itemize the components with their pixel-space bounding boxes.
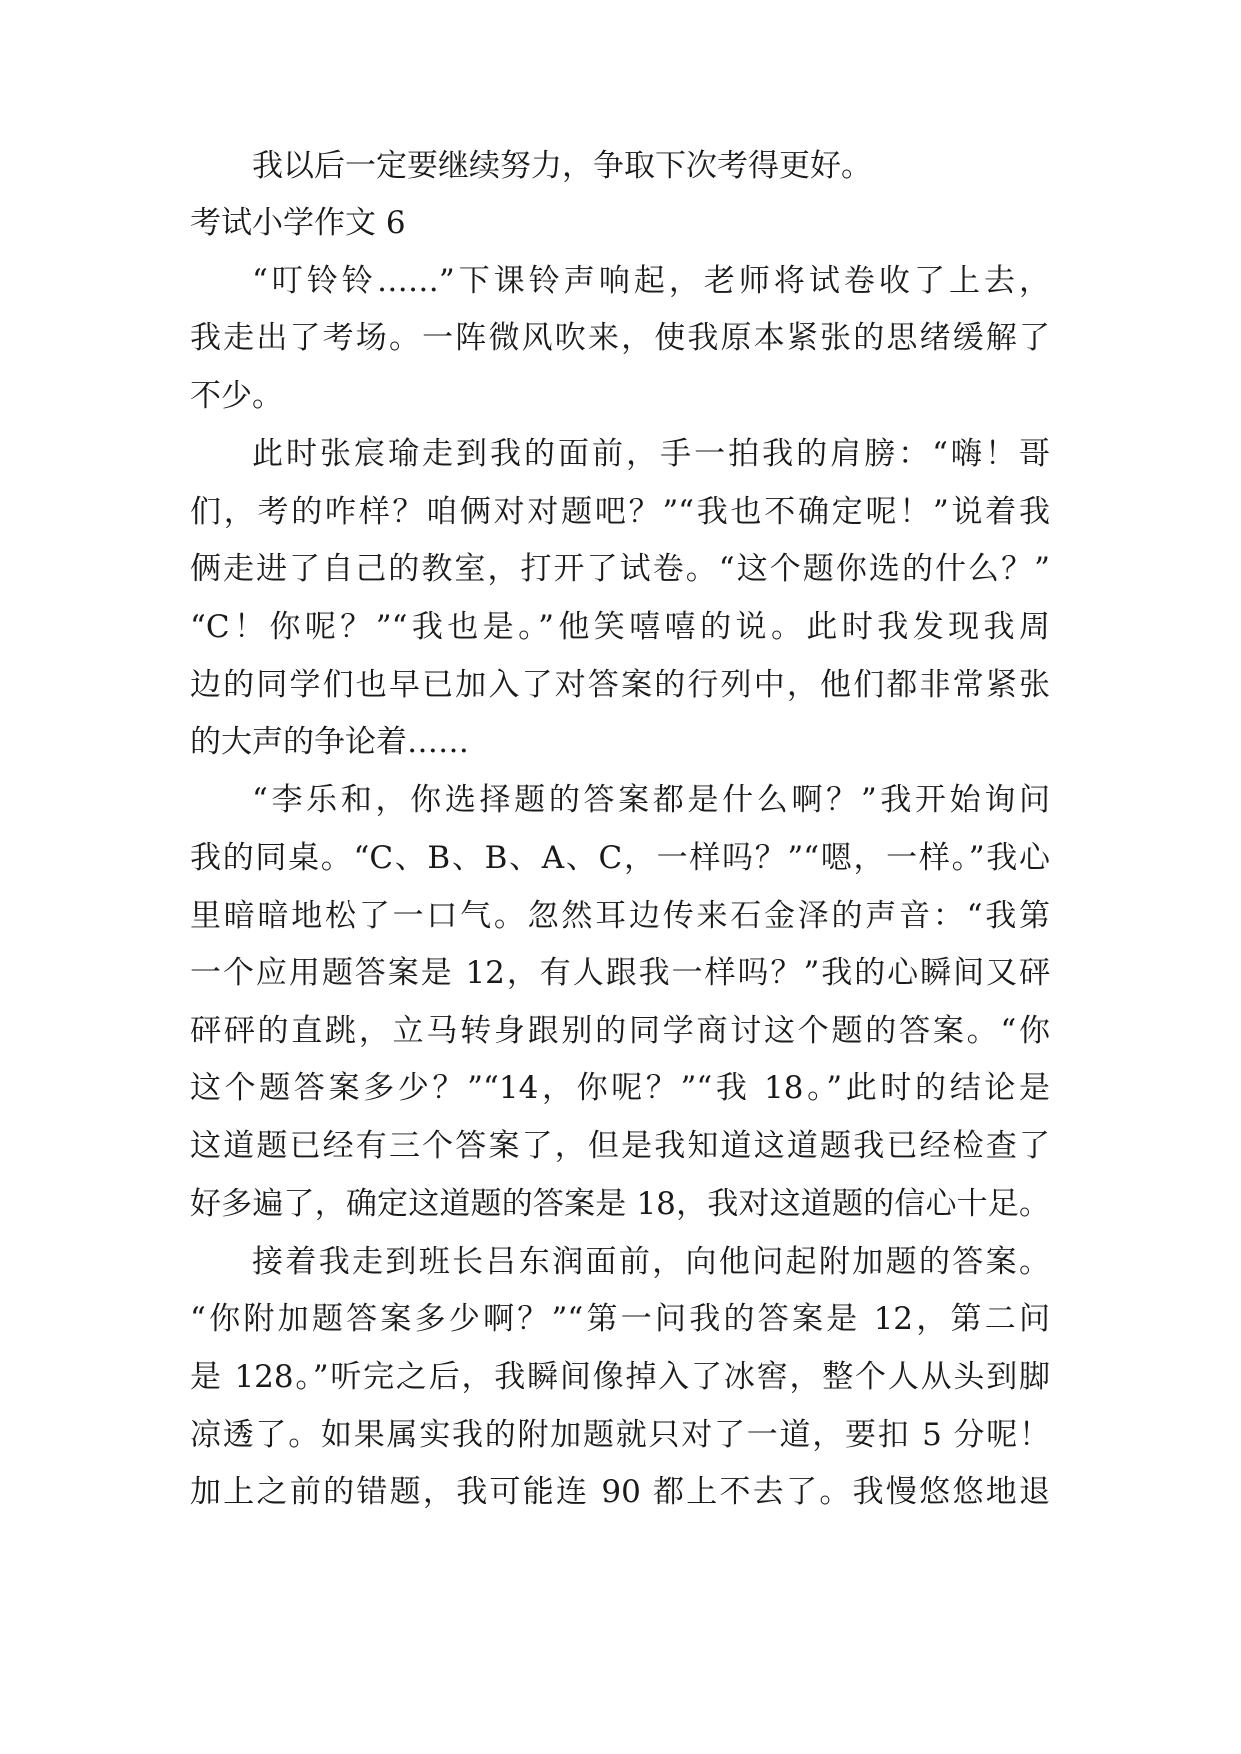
paragraph-line: 这个题答案多少？”“14，你呢？”“我 18。”此时的结论是 xyxy=(190,1070,1050,1106)
paragraph-line: 的大声的争论着…… xyxy=(190,724,469,760)
paragraph-line: 凉透了。如果属实我的附加题就只对了一道，要扣 5 分呢！ xyxy=(190,1417,1050,1453)
paragraph-line: “叮铃铃……”下课铃声响起，老师将试卷收了上去， xyxy=(252,263,1050,299)
paragraph-line: 此时张宸瑜走到我的面前，手一拍我的肩膀：“嗨！哥 xyxy=(252,436,1050,472)
paragraph-line: 是 128。”听完之后，我瞬间像掉入了冰窖，整个人从头到脚 xyxy=(190,1359,1050,1395)
paragraph-line: 我走出了考场。一阵微风吹来，使我原本紧张的思绪缓解了 xyxy=(190,320,1050,356)
paragraph-line: 好多遍了，确定这道题的答案是 18，我对这道题的信心十足。 xyxy=(190,1186,1050,1222)
paragraph-line: 里暗暗地松了一口气。忽然耳边传来石金泽的声音：“我第 xyxy=(190,898,1050,934)
paragraph-line: 俩走进了自己的教室，打开了试卷。“这个题你选的什么？” xyxy=(190,551,1050,587)
paragraph-line: 我以后一定要继续努力，争取下次考得更好。 xyxy=(252,148,872,184)
paragraph-line: 一个应用题答案是 12，有人跟我一样吗？”我的心瞬间又砰 xyxy=(190,955,1050,991)
paragraph-line: 边的同学们也早已加入了对答案的行列中，他们都非常紧张 xyxy=(190,667,1050,703)
paragraph-line: 接着我走到班长吕东润面前，向他问起附加题的答案。 xyxy=(252,1244,1050,1280)
paragraph-line: 我的同桌。“C、B、B、A、C，一样吗？”“嗯，一样。”我心 xyxy=(190,840,1050,876)
paragraph-line: 加上之前的错题，我可能连 90 都上不去了。我慢悠悠地退 xyxy=(190,1474,1050,1510)
paragraph-line: “你附加题答案多少啊？”“第一问我的答案是 12，第二问 xyxy=(190,1301,1050,1337)
paragraph-line: “C！你呢？”“我也是。”他笑嘻嘻的说。此时我发现我周 xyxy=(190,609,1050,645)
paragraph-line: 不少。 xyxy=(190,378,283,414)
section-heading: 考试小学作文 6 xyxy=(190,205,406,241)
paragraph-line: “李乐和，你选择题的答案都是什么啊？”我开始询问 xyxy=(252,782,1050,818)
paragraph-line: 砰砰的直跳，立马转身跟别的同学商讨这个题的答案。“你 xyxy=(190,1013,1050,1049)
paragraph-line: 这道题已经有三个答案了，但是我知道这道题我已经检查了 xyxy=(190,1128,1050,1164)
paragraph-line: 们，考的咋样？咱俩对对题吧？”“我也不确定呢！”说着我 xyxy=(190,494,1050,530)
